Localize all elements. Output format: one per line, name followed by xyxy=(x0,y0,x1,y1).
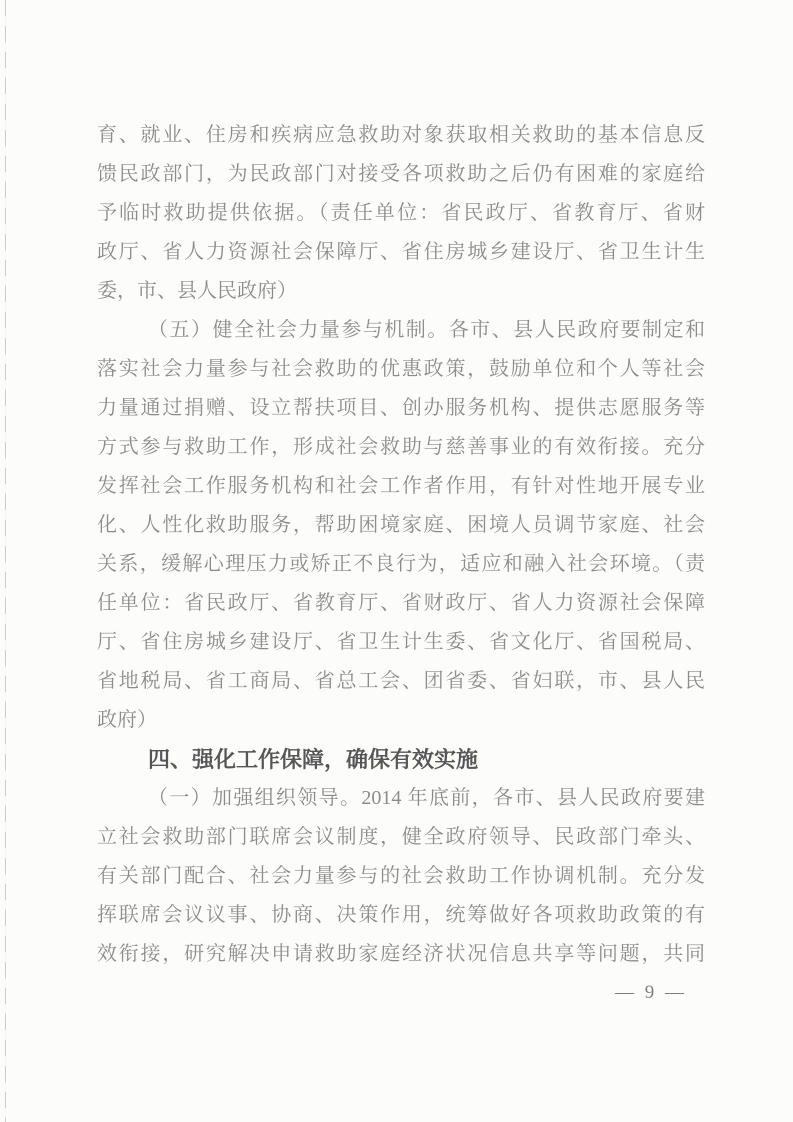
text-line: 关系，缓解心理压力或矫正不良行为，适应和融入社会环境。（责 xyxy=(97,553,705,575)
section-heading: 四、强化工作保障，确保有效实施 xyxy=(148,747,479,772)
text-line: 发挥社会工作服务机构和社会工作者作用，有针对性地开展专业 xyxy=(97,475,705,497)
scan-artifact-line xyxy=(5,0,6,1122)
text-line: 育、就业、住房和疾病应急救助对象获取相关救助的基本信息反 xyxy=(97,124,705,146)
text-line: 政府） xyxy=(97,709,157,731)
text-line: 予临时救助提供依据。（责任单位：省民政厅、省教育厅、省财 xyxy=(97,202,705,224)
text-line: 政厅、省人力资源社会保障厅、省住房城乡建设厅、省卫生计生 xyxy=(97,241,705,263)
text-line: 立社会救助部门联席会议制度，健全政府领导、民政部门牵头、 xyxy=(97,826,705,848)
text-line: （一）加强组织领导。2014 年底前，各市、县人民政府要建 xyxy=(148,787,705,809)
text-line: 馈民政部门，为民政部门对接受各项救助之后仍有困难的家庭给 xyxy=(97,163,705,185)
text-line: 落实社会力量参与社会救助的优惠政策，鼓励单位和个人等社会 xyxy=(97,358,705,380)
text-line: 委，市、县人民政府） xyxy=(97,280,297,302)
text-line: 任单位：省民政厅、省教育厅、省财政厅、省人力资源社会保障 xyxy=(97,592,705,614)
text-line: 效衔接，研究解决申请救助家庭经济状况信息共享等问题，共同 xyxy=(97,943,705,965)
page-number: — 9 — xyxy=(615,982,687,1003)
text-line: 方式参与救助工作，形成社会救助与慈善事业的有效衔接。充分 xyxy=(97,436,705,458)
text-line: 有关部门配合、社会力量参与的社会救助工作协调机制。充分发 xyxy=(97,865,705,887)
text-line: 力量通过捐赠、设立帮扶项目、创办服务机构、提供志愿服务等 xyxy=(97,397,705,419)
text-line: 挥联席会议议事、协商、决策作用，统筹做好各项救助政策的有 xyxy=(97,904,705,926)
text-block xyxy=(97,116,705,974)
text-line: 化、人性化救助服务，帮助困境家庭、困境人员调节家庭、社会 xyxy=(97,514,705,536)
text-line: （五）健全社会力量参与机制。各市、县人民政府要制定和 xyxy=(148,319,705,341)
text-line: 厅、省住房城乡建设厅、省卫生计生委、省文化厅、省国税局、 xyxy=(97,631,705,653)
text-line: 省地税局、省工商局、省总工会、团省委、省妇联，市、县人民 xyxy=(97,670,705,692)
